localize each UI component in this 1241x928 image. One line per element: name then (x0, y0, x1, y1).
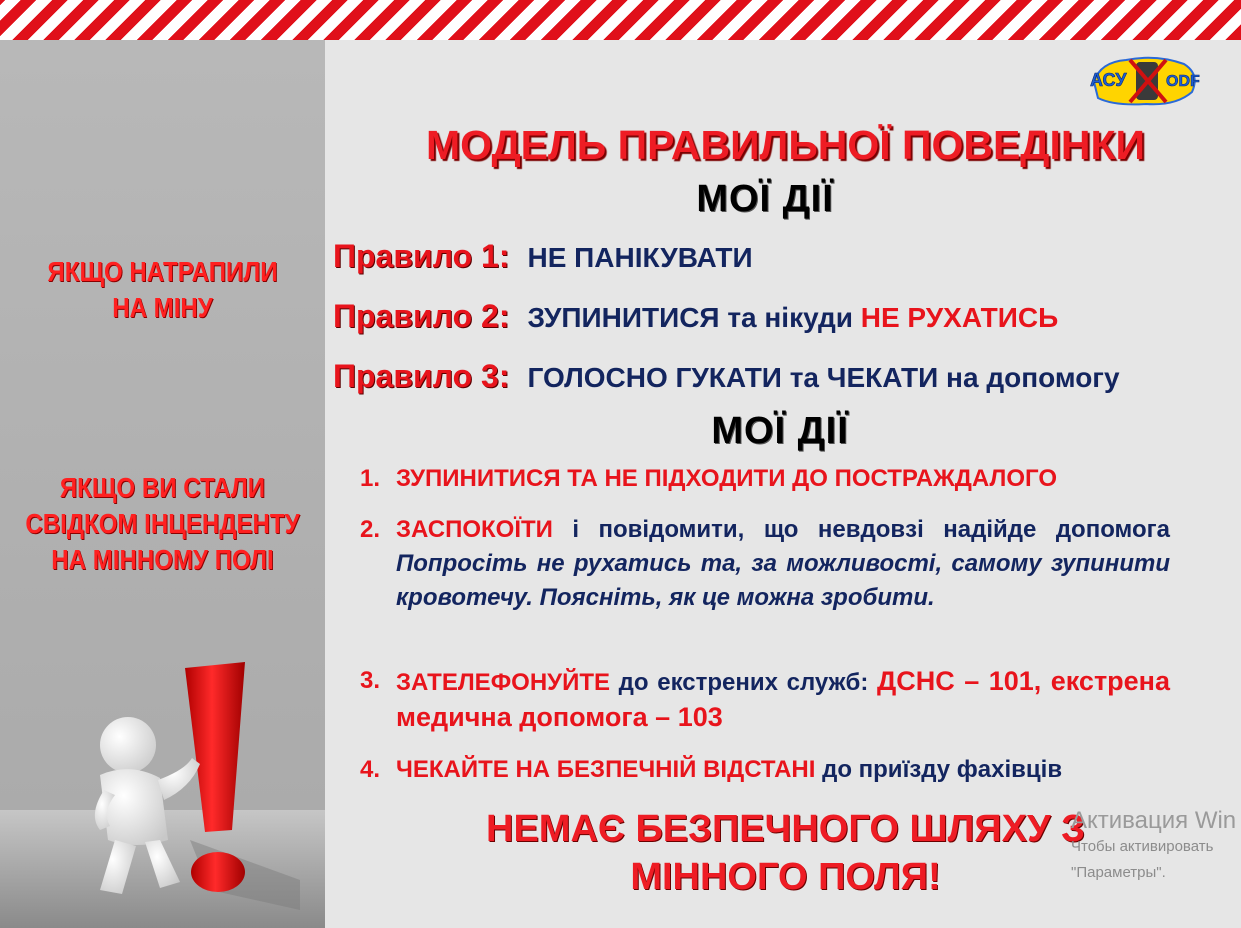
item-text-highlight: ЗАТЕЛЕФОНУЙТЕ (396, 669, 611, 696)
side-text-line: ЯКЩО ВИ СТАЛИ (59, 472, 266, 503)
section-heading-1: МОЇ ДІЇ (696, 178, 834, 220)
page-title: МОДЕЛЬ ПРАВИЛЬНОЇ ПОВЕДІНКИ (425, 122, 1146, 168)
section-heading-2: МОЇ ДІЇ (711, 410, 849, 452)
rule-label: Правило 3: (333, 358, 510, 394)
rule-text: та (781, 362, 827, 393)
logo-text-left: АСУ (1090, 70, 1127, 90)
item-number: 4. (360, 756, 381, 783)
item-text: і повідомити, що невдовзі надійде допомога (552, 516, 1170, 543)
item-text-highlight: ЧЕКАЙТЕ НА БЕЗПЕЧНІЙ ВІДСТАНІ (396, 756, 816, 783)
final-warning-line: МІННОГО ПОЛЯ! (630, 856, 941, 898)
action-item-1 (360, 462, 1170, 496)
exclamation-dot-icon (191, 852, 245, 892)
figure-arm (158, 758, 200, 800)
figure-leg-right (145, 840, 180, 888)
item-text-italic: Попросіть не рухатись та, за можливості, самому зупинити кровотечу. Поясніть, як це можна зробити. (396, 550, 1170, 611)
rule-text: на допомогу (938, 362, 1120, 393)
watermark-line: Чтобы активировать (1071, 838, 1214, 855)
rule-text: ГОЛОСНО ГУКАТИ (527, 362, 782, 393)
action-item-4 (360, 753, 1170, 787)
rule-text: ЗУПИНИТИСЯ (527, 302, 720, 333)
top-warning-stripe (0, 0, 1241, 40)
rule-text: та нікуди (719, 302, 861, 333)
item-text-highlight: ЗАСПОКОЇТИ (396, 516, 553, 543)
item-text-highlight: ДСНС – 101, екстрена медична допомога – 103 (396, 666, 1170, 732)
item-text-highlight: ЗУПИНИТИСЯ ТА НЕ ПІДХОДИТИ ДО ПОСТРАЖДАЛОГО (396, 465, 1057, 492)
rule-label: Правило 1: (333, 238, 510, 274)
rule-row-3 (333, 358, 1120, 395)
side-text-line: НА МІНУ (112, 292, 213, 323)
rule-text: НЕ ПАНІКУВАТИ (527, 242, 753, 273)
rule-text: ЧЕКАТИ (826, 362, 939, 393)
final-warning-line: НЕМАЄ БЕЗПЕЧНОГО ШЛЯХУ З (486, 808, 1085, 850)
rule-text-highlight: НЕ РУХАТИСЬ (860, 302, 1059, 333)
figure-body (100, 769, 168, 845)
watermark-line: "Параметры". (1071, 864, 1166, 881)
watermark-title: Активация Win (1071, 807, 1237, 834)
side-text-mine (23, 254, 303, 326)
side-text-line: НА МІННОМУ ПОЛІ (51, 544, 274, 575)
action-item-3 (360, 664, 1170, 736)
item-text: до екстрених служб: (610, 669, 878, 696)
item-number: 2. (360, 516, 381, 543)
rule-label: Правило 2: (333, 298, 510, 334)
action-item-2 (360, 513, 1170, 615)
figure-head (100, 717, 156, 773)
item-number: 1. (360, 465, 381, 492)
side-text-line: ЯКЩО НАТРАПИЛИ (47, 256, 278, 287)
side-text-line: СВІДКОМ ІНЦЕНДЕНТУ (25, 508, 300, 539)
exclamation-bar-icon (185, 662, 245, 832)
logo-text-right: ODF (1166, 73, 1200, 90)
figure-leg-left (100, 840, 136, 894)
windows-activation-watermark (1071, 808, 1241, 886)
item-number: 3. (360, 667, 381, 694)
side-text-witness (23, 470, 303, 578)
rule-row-1 (333, 238, 753, 275)
item-text: до приїзду фахівців (815, 756, 1063, 783)
organization-logo (1086, 52, 1202, 110)
rule-row-2 (333, 298, 1058, 335)
exclamation-figure-illustration (60, 650, 300, 910)
